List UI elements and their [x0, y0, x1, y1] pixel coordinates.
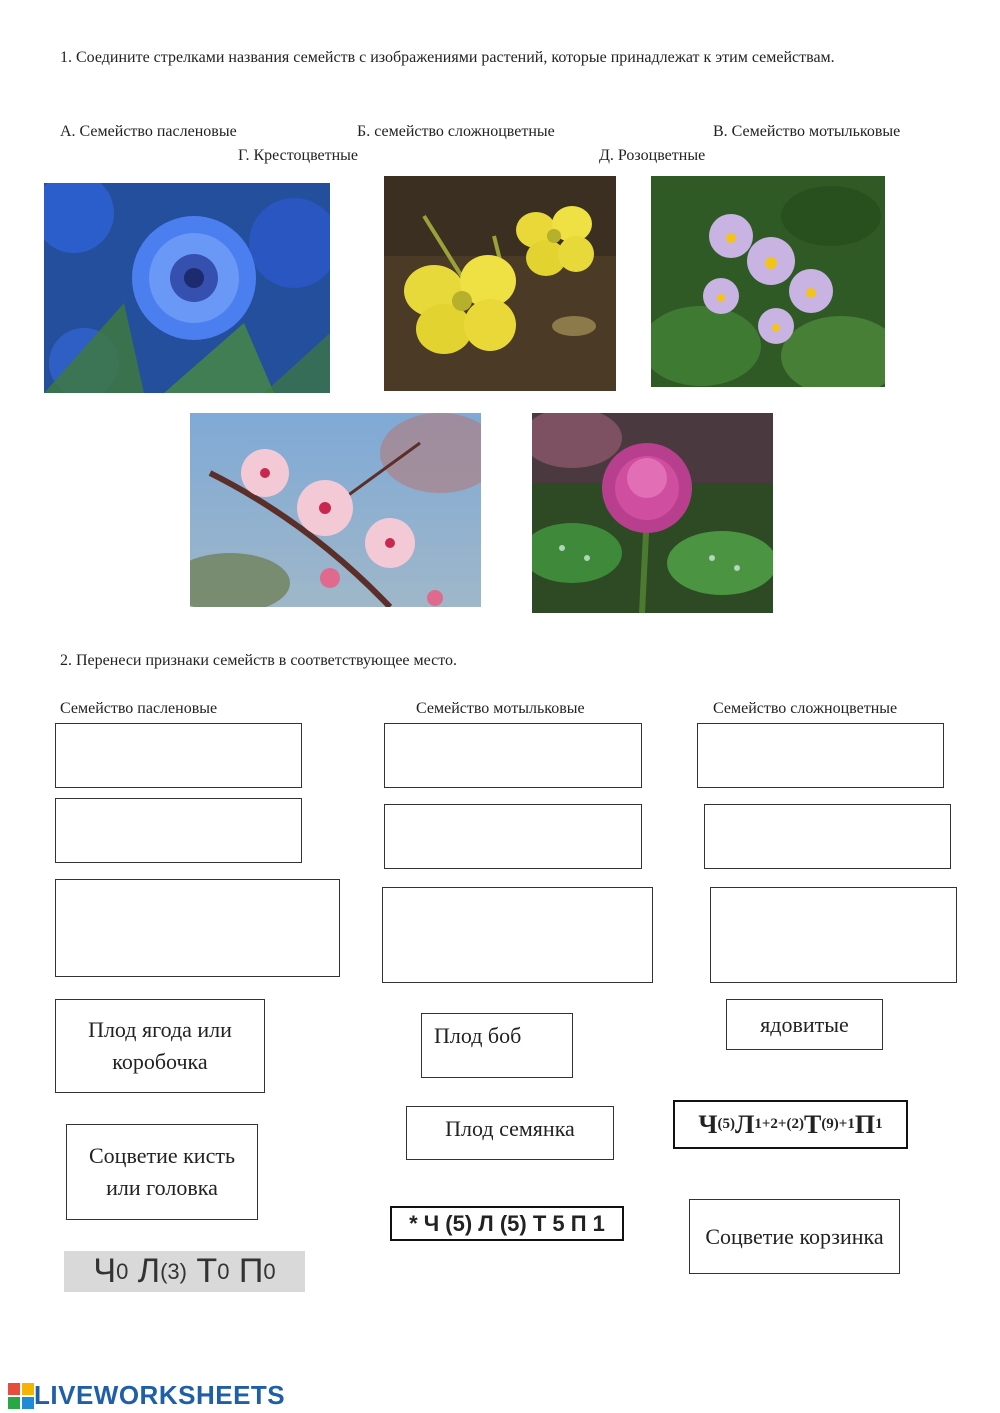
- liveworksheets-logo: [8, 1380, 285, 1411]
- liveworksheets-brand: LIVEWORKSHEETS: [34, 1380, 286, 1410]
- formula-c-l-sub: 1+2+(2): [754, 1116, 804, 1132]
- formula-c-ch-sub: (5): [717, 1116, 735, 1132]
- drop-zone-solanaceae-2[interactable]: [55, 798, 302, 863]
- card-inflorescence-raceme[interactable]: Соцветие кисть или головка: [66, 1124, 258, 1220]
- red-clover-photo: [532, 413, 773, 613]
- formula-a-p-sub: 0: [263, 1258, 276, 1284]
- formula-c-p: П: [854, 1109, 876, 1139]
- family-label-a: А. Семейство пасленовые: [60, 123, 237, 140]
- formula-c-ch: Ч: [698, 1109, 718, 1139]
- card-fruit-achene[interactable]: Плод семянка: [406, 1106, 614, 1160]
- cornflower-photo: [44, 183, 330, 393]
- formula-c-p-sub: 1: [875, 1116, 883, 1132]
- card-formula-solanaceae[interactable]: * Ч (5) Л (5) Т 5 П 1: [390, 1206, 624, 1241]
- task2-question: 2. Перенеси признаки семейств в соответствующее место.: [60, 652, 458, 669]
- drop-zone-solanaceae-3[interactable]: [55, 879, 340, 977]
- drop-zone-asteraceae-3[interactable]: [710, 887, 957, 983]
- formula-a-l-sub: (3): [160, 1258, 187, 1284]
- cherry-blossom-photo: [190, 413, 481, 607]
- formula-c-l: Л: [735, 1109, 755, 1139]
- drop-zone-solanaceae-1[interactable]: [55, 723, 302, 788]
- formula-a-ch: Ч: [93, 1252, 117, 1290]
- column-header-fabaceae: Семейство мотыльковые: [416, 700, 585, 717]
- family-label-b: Б. семейство сложноцветные: [357, 123, 555, 140]
- formula-a-p: П: [238, 1252, 264, 1290]
- liveworksheets-logo-icon: [8, 1383, 34, 1409]
- column-header-asteraceae: Семейство сложноцветные: [713, 700, 898, 717]
- potato-flower-photo: [651, 176, 885, 387]
- card-poisonous[interactable]: ядовитые: [726, 999, 883, 1050]
- family-label-v: В. Семейство мотыльковые: [713, 123, 901, 140]
- drop-zone-asteraceae-1[interactable]: [697, 723, 944, 788]
- drop-zone-fabaceae-1[interactable]: [384, 723, 642, 788]
- formula-a-t: Т: [196, 1252, 218, 1290]
- formula-c-t: Т: [803, 1109, 822, 1139]
- formula-a-t-sub: 0: [217, 1258, 230, 1284]
- card-fruit-bean[interactable]: Плод боб: [421, 1013, 573, 1078]
- card-fruit-berry[interactable]: Плод ягода или коробочка: [55, 999, 265, 1093]
- family-label-g: Г. Крестоцветные: [238, 147, 359, 164]
- formula-c-t-sub: (9)+1: [821, 1116, 855, 1132]
- formula-a-ch-sub: 0: [116, 1258, 129, 1284]
- task1-question: 1. Соедините стрелками названия семейств с изображениями растений, которые принадлежат к этим семействам.: [60, 49, 835, 66]
- drop-zone-fabaceae-3[interactable]: [382, 887, 653, 983]
- mustard-flower-photo: [384, 176, 616, 391]
- formula-a-l: Л: [137, 1252, 161, 1290]
- card-formula-asteraceae[interactable]: [64, 1251, 305, 1292]
- drop-zone-asteraceae-2[interactable]: [704, 804, 951, 869]
- card-inflorescence-basket[interactable]: Соцветие корзинка: [689, 1199, 900, 1274]
- card-formula-fabaceae[interactable]: [673, 1100, 908, 1149]
- column-header-solanaceae: Семейство пасленовые: [60, 700, 218, 717]
- family-label-d: Д. Розоцветные: [599, 147, 706, 164]
- drop-zone-fabaceae-2[interactable]: [384, 804, 642, 869]
